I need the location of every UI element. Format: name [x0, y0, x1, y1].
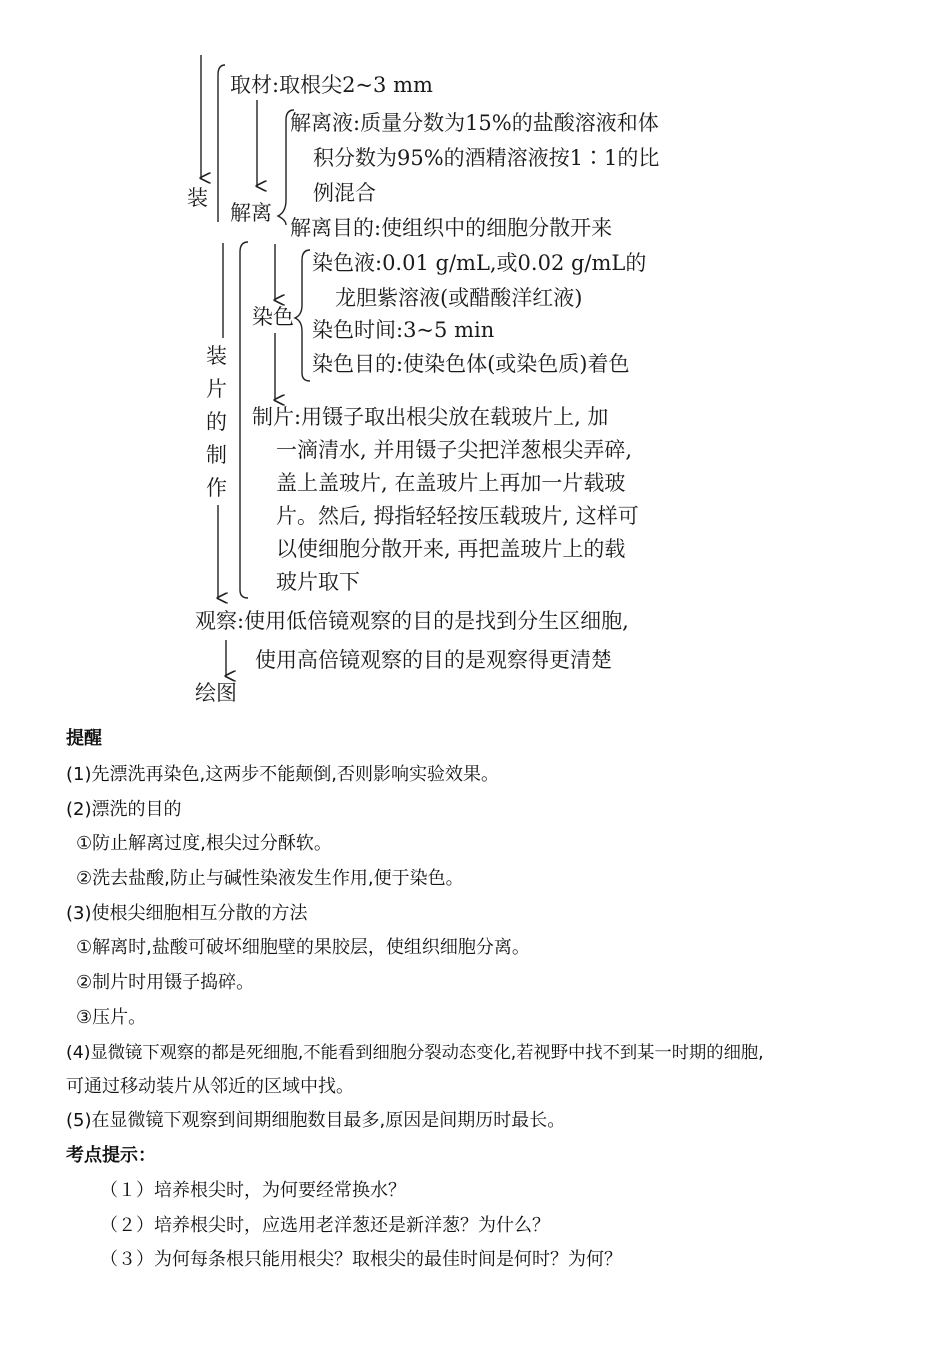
ranse-ye-line2: 龙胆紫溶液(或醋酸洋红液) [335, 286, 583, 310]
side-title-char: 制 [206, 443, 227, 467]
kaodian-question-2: （２）培养根尖时，应选用老洋葱还是新洋葱？为什么？ [100, 1215, 550, 1236]
note-line: 可通过移动装片从邻近的区域中找。 [66, 1076, 354, 1097]
note-line: ①解离时,盐酸可破坏细胞壁的果胶层，使组织细胞分离。 [76, 937, 530, 958]
guancha-line1: 观察:使用低倍镜观察的目的是找到分生区细胞, [195, 609, 629, 633]
note-line: ①防止解离过度,根尖过分酥软。 [76, 833, 332, 854]
zhipian-line4: 片。然后, 拇指轻轻按压载玻片, 这样可 [276, 504, 639, 528]
note-line: (5)在显微镜下观察到间期细胞数目最多,原因是间期历时最长。 [66, 1110, 566, 1131]
main-outer-brace [240, 242, 248, 598]
note-line: (3)使根尖细胞相互分散的方法 [66, 903, 308, 924]
ranse-brace [295, 250, 310, 381]
note-line: (2)漂洗的目的 [66, 799, 182, 820]
ranse-label: 染色 [252, 305, 294, 329]
jieli-ye-line3: 例混合 [313, 181, 376, 205]
guancha-line2: 使用高倍镜观察的目的是观察得更清楚 [255, 648, 612, 672]
note-line: ③压片。 [76, 1007, 147, 1028]
zhipian-line2: 一滴清水, 并用镊子尖把洋葱根尖弄碎, [276, 438, 633, 462]
side-title-char: 的 [206, 410, 227, 434]
jieli-label: 解离 [230, 201, 272, 225]
side-title [206, 340, 227, 505]
side-title-char: 片 [206, 377, 227, 401]
jieli-mudi-cut: 解离目的:使组织中的细胞分散开来 [290, 216, 613, 240]
ranse-mudi: 染色目的:使染色体(或染色质)着色 [312, 352, 630, 376]
ranse-ye-line1: 染色液:0.01 g/mL,或0.02 g/mL的 [312, 251, 647, 275]
note-line: (1)先漂洗再染色,这两步不能颠倒,否则影响实验效果。 [66, 764, 499, 785]
note-line: (4)显微镜下观察的都是死细胞,不能看到细胞分裂动态变化,若视野中找不到某一时期的细胞, [66, 1043, 764, 1063]
side-title-char: 作 [206, 476, 227, 500]
zhipian-line3: 盖上盖玻片, 在盖玻片上再加一片载玻 [276, 471, 626, 495]
note-line: ②制片时用镊子捣碎。 [76, 972, 255, 993]
note-line: ②洗去盐酸,防止与碱性染液发生作用,便于染色。 [76, 868, 464, 889]
notes-heading: 提醒 [66, 728, 102, 749]
kaodian-question-3: （３）为何每条根只能用根尖？取根尖的最佳时间是何时？为何？ [100, 1249, 622, 1270]
jieli-ye-line2: 积分数为95%的酒精溶液按1∶1的比 [313, 146, 660, 170]
zhuang-partial: 装 [187, 186, 208, 210]
top-snippet [180, 50, 700, 240]
zhipian-line1: 制片:用镊子取出根尖放在载玻片上, 加 [252, 405, 609, 429]
jieli-ye-line1: 解离液:质量分数为15%的盐酸溶液和体 [290, 111, 659, 135]
zhipian-line5: 以使细胞分散开来, 再把盖玻片上的载 [276, 537, 626, 561]
kaodian-question-1: （１）培养根尖时，为何要经常换水？ [100, 1180, 406, 1201]
side-title-char: 装 [206, 344, 227, 368]
kaodian-heading: 考点提示： [66, 1145, 156, 1166]
step-qucai: 取材:取根尖2~3 mm [230, 73, 433, 97]
huitu: 绘图 [195, 681, 237, 705]
zhipian-line6: 玻片取下 [276, 570, 360, 594]
ranse-time: 染色时间:3~5 min [312, 318, 495, 342]
